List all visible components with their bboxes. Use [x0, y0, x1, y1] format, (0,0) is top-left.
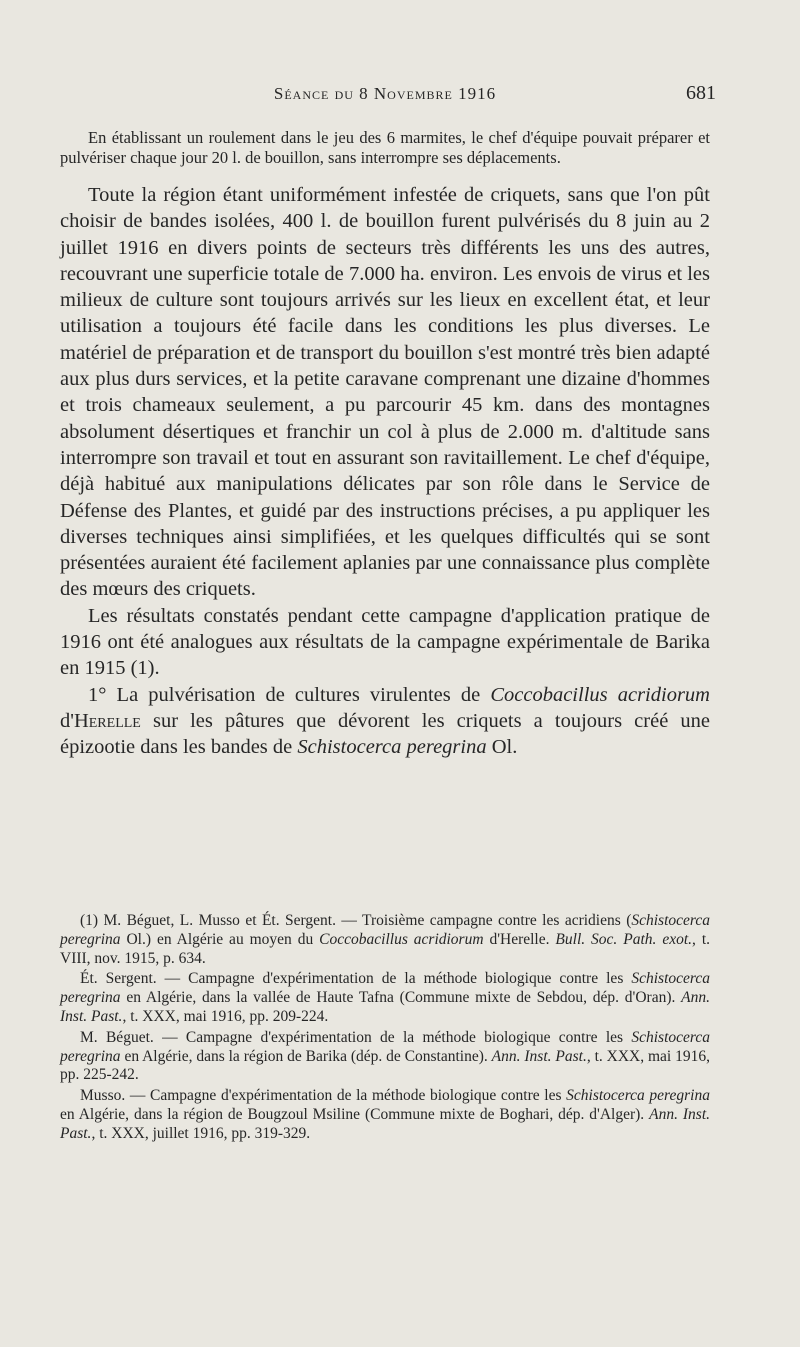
footnotes [60, 912, 710, 1146]
journal-title: Ann. Inst. Past. [60, 989, 710, 1025]
page-number: 681 [686, 82, 716, 104]
text-run: , t. XXX, juillet 1916, pp. 319-329. [91, 1124, 311, 1142]
text-run: Ol. [486, 736, 518, 759]
text-run: (1) M. Béguet, L. Musso et Ét. Sergent. — Troisième campagne contre les acridiens ( [80, 912, 632, 929]
paragraph-point-1 [60, 682, 710, 761]
text-run: M. Béguet. — Campagne d'expérimentation de la méthode biologique contre les [80, 1028, 632, 1046]
text-run: Ét. Sergent. — Campagne d'expérimentation de la méthode biologique contre les [80, 970, 632, 988]
text-run: Ol.) en Algérie au moyen du [120, 930, 320, 948]
paragraph-results: Les résultats constatés pendant cette campagne d'application pratique de 1916 ont été analogues aux résultats de la campagne expérimentale de Barika en 1915 (1). [60, 604, 710, 680]
species-name: Schistocerca peregrina [297, 736, 487, 759]
author-name: Herelle [73, 709, 141, 732]
text-run: en Algérie, dans la région de Bougzoul Msiline (Commune mixte de Boghari, dép. d'Alger). [60, 1105, 650, 1123]
footnote-4 [60, 1087, 710, 1143]
paragraph-campaign: Toute la région étant uniformément infestée de criquets, sans que l'on pût choisir de bandes isolées, 400 l. de bouillon furent pulvérisés du 8 juin au 2 juillet 1916 en divers points de secteurs très différents les uns des autres, recouvrant une superficie totale de 7.000 ha. environ. Les envois de virus et les milieux de culture sont toujours arrivés sur les lieux en excellent état, et leur utilisation a toujours été facile dans les conditions les plus diverses. Le matériel de préparation et de transport du bouillon s'est montré très bien adapté aux plus durs services, et la petite caravane comprenant une dizaine d'hommes et trois chameaux seulement, a pu parcourir 45 km. dans des montagnes absolument désertiques et franchir un col à plus de 2.000 m. d'altitude sans interrompre son travail et tout en assurant son ravitaillement. Le chef d'équipe, déjà habitué aux manipulations délicates par son rôle dans le Service de Défense des Plantes, et guidé par des instructions précises, a pu appliquer les diverses techniques ainsi simplifiées, et les quelques difficultés qui se sont présentées auraient été facilement aplanies par une connaissance plus complète des mœurs des criquets. [60, 184, 710, 601]
footnote-3 [60, 1029, 710, 1085]
journal-title: Ann. Inst. Past. [491, 1047, 587, 1065]
text-run: d' [60, 709, 74, 732]
text-run: sur les pâtures que dévorent les criquets a toujours créé une épizootie dans les bandes de [60, 709, 710, 759]
text-run: Musso. — Campagne d'expérimentation de la méthode biologique contre les [80, 1087, 567, 1105]
species-name: Schistocerca peregrina [566, 1087, 710, 1105]
footnote-2 [60, 970, 710, 1026]
text-run: en Algérie, dans la vallée de Haute Tafna (Commune mixte de Sebdou, dép. d'Oran). [120, 989, 682, 1007]
text-run: , t. VIII, nov. 1915, p. 634. [60, 930, 710, 967]
species-name: Schistocerca peregrina [60, 912, 710, 948]
body-text [60, 128, 710, 761]
species-name: Schistocerca peregrina [60, 970, 710, 1007]
text-run: , t. XXX, mai 1916, pp. 225-242. [60, 1047, 710, 1084]
running-head: Séance du 8 Novembre 1916 [273, 84, 497, 103]
page-header [60, 82, 716, 114]
species-name: Coccobacillus acridiorum [490, 683, 710, 706]
text-run: 1° La pulvérisation de cultures virulentes de [88, 683, 491, 706]
paragraph-intro: En établissant un roulement dans le jeu des 6 marmites, le chef d'équipe pouvait préparer et pulvériser chaque jour 20 l. de bouillon, sans interrompre ses déplacements. [60, 128, 710, 167]
footnote-1 [60, 912, 710, 968]
species-name: Schistocerca peregrina [60, 1028, 710, 1065]
text-run: en Algérie, dans la région de Barika (dép. de Constantine). [120, 1047, 492, 1065]
journal-title: Bull. Soc. Path. exot. [555, 930, 693, 948]
species-name: Coccobacillus acridiorum [319, 930, 484, 948]
text-run: d'Herelle. [483, 930, 556, 948]
journal-title: Ann. Inst. Past. [60, 1105, 710, 1142]
text-run: , t. XXX, mai 1916, pp. 209-224. [122, 1007, 329, 1025]
